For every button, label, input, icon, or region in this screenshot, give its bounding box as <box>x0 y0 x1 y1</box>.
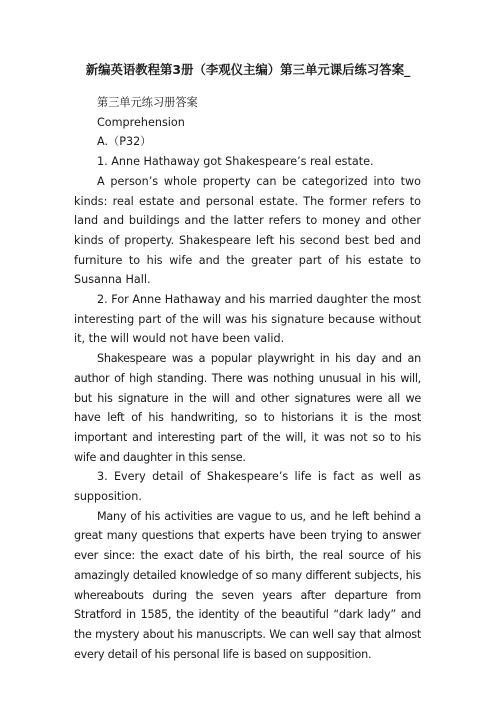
answer-1-explanation: A person’s whole property can be categorized into two kinds: real estate and personal estate. The former refers to land and buildings and the latter refers to money and other kinds of property. Shakespeare left his second best bed and furniture to his wife and the greater part of his estate to Susanna Hall. <box>74 174 421 287</box>
document-body <box>74 93 421 664</box>
subsection-heading: Comprehension <box>97 115 185 129</box>
answer-1-statement: 1. Anne Hathaway got Shakespeare’s real estate. <box>97 155 374 169</box>
answer-3-statement: 3. Every detail of Shakespeare’s life is fact as well as supposition. <box>74 470 421 504</box>
document-title: 新编英语教程第3册（李观仪主编）第三单元课后练习答案_ <box>85 62 411 77</box>
answer-2-explanation: Shakespeare was a popular playwright in his day and an author of high standing. There was nothing unusual in his will, but his signature in the will and other signatures were all we have left of his handwriting, so to historians it is the most important and interesting part of the will, it was not so to his wife and daughter in this sense. <box>74 352 421 464</box>
answer-3-explanation: Many of his activities are vague to us, and he left behind a great many questions that experts have been trying to answer ever since: the exact date of his birth, the real source of his amazingly detailed knowledge of so many different subjects, his whereabouts during the seven years after departure from Stratford in 1585, the identity of the beautiful “dark lady” and the mystery about his manuscripts. We can well say that almost every detail of his personal life is based on supposition. <box>74 509 421 661</box>
answer-2-statement: 2. For Anne Hathaway and his married daughter the most interesting part of the will was his signature because without it, the will would not have been valid. <box>74 293 421 346</box>
exercise-label: A.（P32） <box>97 135 152 149</box>
section-heading: 第三单元练习册答案 <box>97 96 198 109</box>
